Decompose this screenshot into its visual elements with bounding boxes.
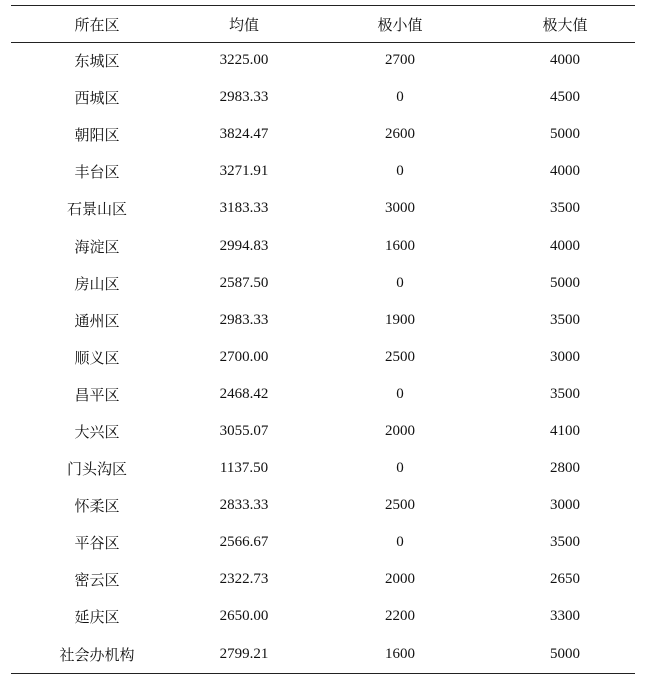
header-district: 所在区 bbox=[74, 15, 120, 34]
table-row bbox=[11, 413, 635, 450]
cell-district: 通州区 bbox=[74, 311, 120, 330]
cell-mean: 1137.50 bbox=[219, 460, 269, 477]
header-min: 极小值 bbox=[377, 15, 423, 34]
cell-min: 2500 bbox=[385, 497, 415, 514]
table-row bbox=[11, 265, 635, 302]
cell-mean: 2322.73 bbox=[219, 571, 269, 588]
cell-mean: 2799.21 bbox=[219, 645, 269, 662]
table-bottom-rule bbox=[11, 673, 635, 674]
cell-max: 2650 bbox=[550, 571, 580, 588]
table-row bbox=[11, 153, 635, 190]
cell-min: 3000 bbox=[385, 200, 415, 217]
table-row bbox=[11, 42, 635, 79]
cell-mean: 3225.00 bbox=[219, 52, 269, 69]
cell-max: 4000 bbox=[550, 163, 580, 180]
cell-max: 4000 bbox=[550, 237, 580, 254]
table-row bbox=[11, 79, 635, 116]
cell-mean: 2587.50 bbox=[219, 274, 269, 291]
cell-district: 延庆区 bbox=[74, 608, 120, 627]
header-mean: 均值 bbox=[228, 15, 259, 34]
cell-district: 石景山区 bbox=[66, 200, 127, 219]
cell-max: 5000 bbox=[550, 645, 580, 662]
cell-min: 0 bbox=[396, 274, 404, 291]
cell-district: 丰台区 bbox=[74, 163, 120, 182]
cell-mean: 2983.33 bbox=[219, 311, 269, 328]
cell-min: 2200 bbox=[385, 608, 415, 625]
cell-min: 0 bbox=[396, 534, 404, 551]
cell-min: 0 bbox=[396, 460, 404, 477]
table-row bbox=[11, 561, 635, 598]
table-row bbox=[11, 116, 635, 153]
cell-min: 0 bbox=[396, 385, 404, 402]
table-row bbox=[11, 302, 635, 339]
cell-max: 3000 bbox=[550, 348, 580, 365]
cell-max: 4500 bbox=[550, 89, 580, 106]
table-row bbox=[11, 524, 635, 561]
table-row bbox=[11, 450, 635, 487]
cell-district: 顺义区 bbox=[74, 348, 120, 367]
cell-max: 5000 bbox=[550, 274, 580, 291]
table-row bbox=[11, 227, 635, 264]
cell-mean: 2468.42 bbox=[219, 385, 269, 402]
cell-min: 0 bbox=[396, 89, 404, 106]
cell-max: 2800 bbox=[550, 460, 580, 477]
cell-district: 东城区 bbox=[74, 52, 120, 71]
cell-mean: 3055.07 bbox=[219, 422, 269, 439]
cell-min: 1900 bbox=[385, 311, 415, 328]
cell-max: 4000 bbox=[550, 52, 580, 69]
cell-district: 西城区 bbox=[74, 89, 120, 108]
cell-district: 社会办机构 bbox=[59, 645, 135, 664]
header-max: 极大值 bbox=[542, 15, 588, 34]
cell-mean: 2983.33 bbox=[219, 89, 269, 106]
cell-district: 海淀区 bbox=[74, 237, 120, 256]
cell-max: 3500 bbox=[550, 385, 580, 402]
cell-district: 大兴区 bbox=[74, 422, 120, 441]
cell-district: 朝阳区 bbox=[74, 126, 120, 145]
table-row bbox=[11, 339, 635, 376]
cell-min: 2000 bbox=[385, 571, 415, 588]
cell-district: 房山区 bbox=[74, 274, 120, 293]
cell-min: 2700 bbox=[385, 52, 415, 69]
cell-district: 平谷区 bbox=[74, 534, 120, 553]
district-statistics-table bbox=[11, 6, 635, 673]
cell-max: 3000 bbox=[550, 497, 580, 514]
cell-mean: 2650.00 bbox=[219, 608, 269, 625]
cell-min: 1600 bbox=[385, 645, 415, 662]
table-row bbox=[11, 487, 635, 524]
cell-max: 3500 bbox=[550, 200, 580, 217]
cell-max: 3300 bbox=[550, 608, 580, 625]
table-row bbox=[11, 376, 635, 413]
cell-mean: 3824.47 bbox=[219, 126, 269, 143]
cell-min: 1600 bbox=[385, 237, 415, 254]
table-row bbox=[11, 190, 635, 227]
cell-max: 3500 bbox=[550, 311, 580, 328]
table-row bbox=[11, 598, 635, 635]
cell-district: 昌平区 bbox=[74, 385, 120, 404]
cell-max: 5000 bbox=[550, 126, 580, 143]
cell-mean: 2994.83 bbox=[219, 237, 269, 254]
cell-min: 0 bbox=[396, 163, 404, 180]
table-row bbox=[11, 636, 635, 673]
cell-max: 3500 bbox=[550, 534, 580, 551]
cell-min: 2000 bbox=[385, 422, 415, 439]
table-header-row bbox=[11, 6, 635, 42]
cell-max: 4100 bbox=[550, 422, 580, 439]
cell-mean: 2833.33 bbox=[219, 497, 269, 514]
cell-mean: 3183.33 bbox=[219, 200, 269, 217]
cell-mean: 3271.91 bbox=[219, 163, 269, 180]
cell-district: 怀柔区 bbox=[74, 497, 120, 516]
cell-district: 门头沟区 bbox=[66, 460, 127, 479]
cell-min: 2500 bbox=[385, 348, 415, 365]
cell-mean: 2566.67 bbox=[219, 534, 269, 551]
cell-mean: 2700.00 bbox=[219, 348, 269, 365]
cell-district: 密云区 bbox=[74, 571, 120, 590]
cell-min: 2600 bbox=[385, 126, 415, 143]
table-body bbox=[11, 42, 635, 673]
